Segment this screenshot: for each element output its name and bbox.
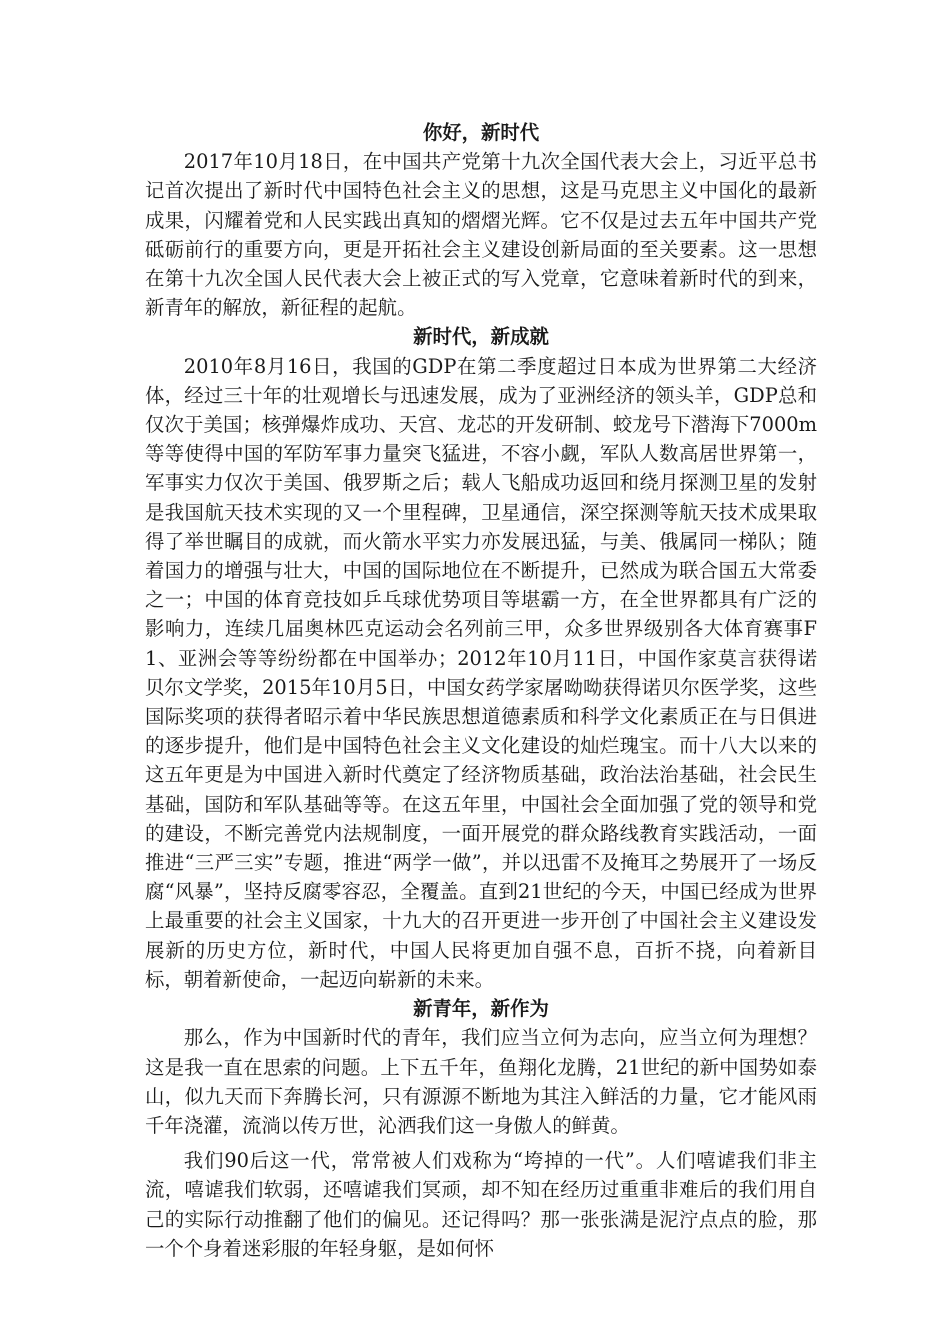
section-heading: 新青年，新作为 <box>413 997 549 1021</box>
body-paragraph: 2017年10月18日，在中国共产党第十九次全国代表大会上，习近平总书记首次提出了新时代中国特色社会主义的思想，这是马克思主义中国化的最新成果，闪耀着党和人民实践出真知的熠熠光辉。它不仅是过去五年中国共产党砥砺前行的重要方向，更是开拓社会主义建设创新局面的至关要素。这一思想在第十九次全国人民代表大会上被正式的写入党章，它意味着新时代的到来，新青年的解放，新征程的起航。 <box>145 150 817 320</box>
section-heading: 新时代，新成就 <box>413 325 549 349</box>
body-paragraph: 那么，作为中国新时代的青年，我们应当立何为志向，应当立何为理想？这是我一直在思索的问题。上下五千年，鱼翔化龙腾，21世纪的新中国势如泰山，似九天而下奔腾长河，只有源源不断地为其注入鲜活的力量，它才能风雨千年浇灌，流淌以传万世，沁洒我们这一身傲人的鲜黄。 <box>145 1026 817 1137</box>
section-heading: 你好，新时代 <box>422 121 540 144</box>
document-page <box>145 118 817 1263</box>
body-paragraph: 2010年8月16日，我国的GDP在第二季度超过日本成为世界第二大经济体，经过三十年的壮观增长与迅速发展，成为了亚洲经济的领头羊，GDP总和仅次于美国；核弹爆炸成功、天宫、龙芯的开发研制、蛟龙号下潜海下7000m等等使得中国的军防军事力量突飞猛进，不容小觑，军队人数高居世界第一，军事实力仅次于美国、俄罗斯之后；载人飞船成功返回和绕月探测卫星的发射是我国航天技术实现的又一个里程碑，卫星通信，深空探测等航天技术成果取得了举世瞩目的成就，而火箭水平实力亦发展迅猛，与美、俄属同一梯队；随着国力的增强与壮大，中国的国际地位在不断提升，已然成为联合国五大常委之一；中国的体育竞技如乒乓球优势项目等堪霸一方，在全世界都具有广泛的影响力，连续几届奥林匹克运动会名列前三甲，众多世界级别各大体育赛事F1、亚洲会等等纷纷都在中国举办；2012年10月11日，中国作家莫言获得诺贝尔文学奖，2015年10月5日，中国女药学家屠呦呦获得诺贝尔医学奖，这些国际奖项的获得者昭示着中华民族思想道德素质和科学文化素质正在与日俱进的逐步提升，他们是中国特色社会主义文化建设的灿烂瑰宝。而十八大以来的这五年更是为中国进入新时代奠定了经济物质基础，政治法治基础，社会民生基础，国防和军队基础等等。在这五年里，中国社会全面加强了党的领导和党的建设，不断完善党内法规制度，一面开展党的群众路线教育实践活动，一面推进“三严三实”专题，推进“两学一做”，并以迅雷不及掩耳之势展开了一场反腐“风暴”，坚持反腐零容忍，全覆盖。直到21世纪的今天，中国已经成为世界上最重要的社会主义国家，十九大的召开更进一步开创了中国社会主义建设发展新的历史方位，新时代，中国人民将更加自强不息，百折不挠，向着新目标，朝着新使命，一起迈向崭新的未来。 <box>145 354 817 991</box>
body-paragraph: 我们90后这一代，常常被人们戏称为“垮掉的一代”。人们嘻谑我们非主流，嘻谑我们软弱，还嘻谑我们冥顽，却不知在经历过重重非难后的我们用自己的实际行动推翻了他们的偏见。还记得吗？那一张张满是泥泞点点的脸，那一个个身着迷彩服的年轻身躯，是如何怀 <box>145 1149 817 1260</box>
